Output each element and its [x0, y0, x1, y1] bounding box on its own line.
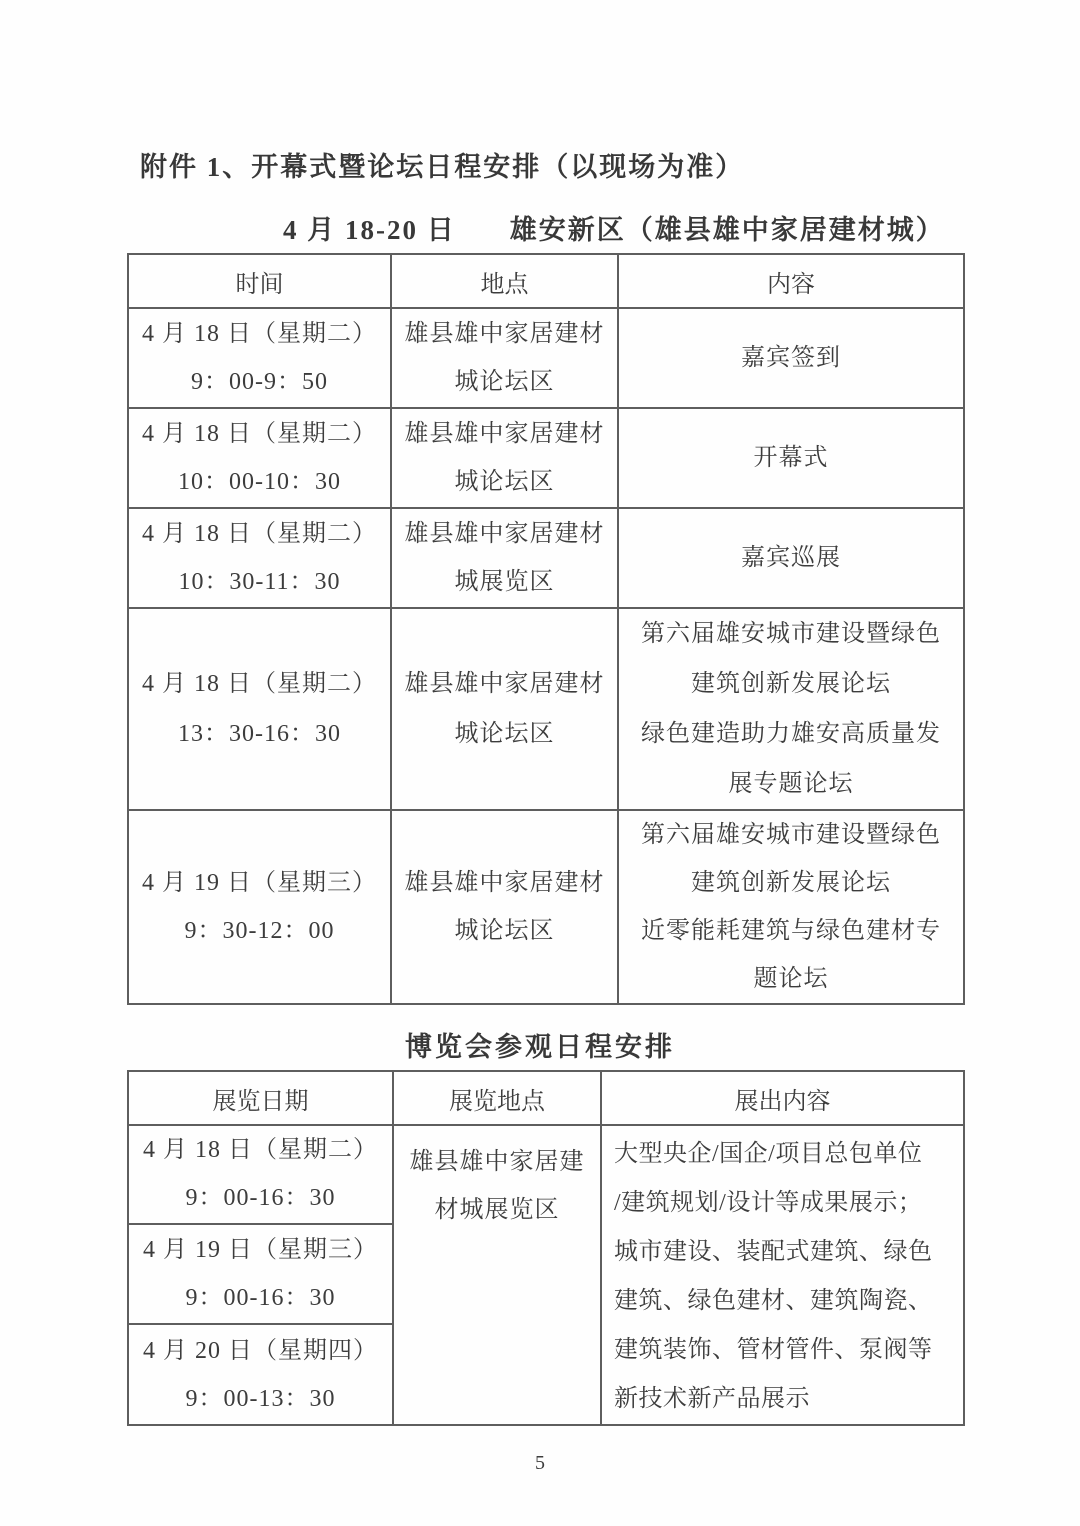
place-cell [391, 508, 618, 608]
expo-content-line: 城市建设、装配式建筑、绿色 [614, 1239, 933, 1265]
content-line: 建筑创新发展论坛 [691, 870, 891, 896]
place-line: 城论坛区 [454, 369, 555, 395]
document-subtitle [283, 208, 1080, 247]
expo-date-cell [128, 1125, 393, 1224]
expo-date-line: 4 月 18 日（星期二） [143, 1137, 378, 1164]
expo-hours-line: 9：00-16：30 [185, 1185, 336, 1212]
time-hours-line: 10：30-11：30 [178, 569, 341, 595]
time-cell [128, 608, 391, 810]
place-line: 雄县雄中家居建材 [404, 321, 605, 347]
expo-schedule-table [127, 1070, 965, 1426]
header-cell-content: 内容 [618, 254, 964, 308]
time-hours-line: 10：00-10：30 [178, 469, 341, 495]
header-cell-time: 时间 [128, 254, 391, 308]
content-cell [618, 608, 964, 810]
expo-date-cell [128, 1224, 393, 1325]
document-title: 附件 1、开幕式暨论坛日程安排（以现场为准） [140, 152, 745, 182]
expo-content-line: 建筑装饰、管材管件、泵阀等 [614, 1337, 933, 1363]
forum-table-row [128, 608, 964, 810]
expo-date-line: 4 月 20 日（星期四） [143, 1337, 378, 1364]
place-line: 城论坛区 [454, 469, 555, 495]
place-line: 雄县雄中家居建材 [404, 421, 605, 447]
time-hours-line: 9：30-12：00 [184, 918, 335, 944]
content-line: 第六届雄安城市建设暨绿色 [641, 822, 941, 848]
time-cell [128, 810, 391, 1004]
forum-table-header-row [128, 254, 964, 308]
expo-place-line: 材城展览区 [434, 1197, 560, 1223]
time-date-line: 4 月 18 日（星期二） [142, 671, 377, 697]
expo-table-header-row [128, 1071, 964, 1125]
content-line: 建筑创新发展论坛 [691, 671, 891, 697]
content-line: 嘉宾巡展 [741, 545, 841, 571]
expo-place-line: 雄县雄中家居建 [409, 1149, 585, 1175]
place-line: 城论坛区 [454, 918, 555, 944]
content-line: 近零能耗建筑与绿色建材专 [641, 918, 941, 944]
header-cell-expo-place: 展览地点 [393, 1071, 601, 1125]
forum-table-row [128, 408, 964, 508]
expo-content-line: 建筑、绿色建材、建筑陶瓷、 [614, 1288, 933, 1314]
expo-hours-line: 9：00-16：30 [185, 1284, 336, 1311]
place-line: 城展览区 [454, 569, 555, 595]
page-number: 5 [535, 1452, 545, 1474]
content-line: 第六届雄安城市建设暨绿色 [641, 621, 941, 647]
time-date-line: 4 月 19 日（星期三） [142, 870, 377, 896]
place-line: 雄县雄中家居建材 [404, 870, 605, 896]
place-cell [391, 608, 618, 810]
place-line: 雄县雄中家居建材 [404, 521, 605, 547]
header-cell-expo-content: 展出内容 [601, 1071, 964, 1125]
expo-content-line: /建筑规划/设计等成果展示； [614, 1190, 923, 1216]
content-line: 题论坛 [753, 966, 829, 992]
time-hours-line: 13：30-16：30 [178, 721, 341, 747]
content-line: 开幕式 [753, 445, 829, 471]
place-line: 雄县雄中家居建材 [404, 671, 605, 697]
place-cell [391, 408, 618, 508]
expo-table-row [128, 1125, 964, 1224]
header-cell-place: 地点 [391, 254, 618, 308]
forum-schedule-table [127, 253, 965, 1005]
time-cell [128, 508, 391, 608]
content-line: 嘉宾签到 [741, 345, 841, 371]
expo-place-cell [393, 1125, 601, 1425]
expo-content-line: 新技术新产品展示 [614, 1386, 810, 1412]
place-cell [391, 308, 618, 408]
forum-table-row [128, 508, 964, 608]
forum-table-row [128, 810, 964, 1004]
forum-table-row [128, 308, 964, 408]
place-cell [391, 810, 618, 1004]
expo-hours-line: 9：00-13：30 [185, 1385, 336, 1412]
time-cell [128, 408, 391, 508]
expo-content-line: 大型央企/国企/项目总包单位 [614, 1141, 923, 1167]
expo-date-cell [128, 1324, 393, 1425]
expo-content-cell [601, 1125, 964, 1425]
expo-date-line: 4 月 19 日（星期三） [143, 1236, 378, 1263]
content-cell [618, 810, 964, 1004]
expo-section-title: 博览会参观日程安排 [405, 1032, 675, 1062]
content-cell [618, 308, 964, 408]
subtitle-date-range: 4 月 18-20 日 [283, 215, 456, 245]
time-date-line: 4 月 18 日（星期二） [142, 321, 377, 347]
header-cell-expo-date: 展览日期 [128, 1071, 393, 1125]
content-line: 展专题论坛 [728, 771, 854, 797]
place-line: 城论坛区 [454, 721, 555, 747]
time-cell [128, 308, 391, 408]
time-hours-line: 9：00-9：50 [191, 369, 328, 395]
content-cell [618, 508, 964, 608]
time-date-line: 4 月 18 日（星期二） [142, 521, 377, 547]
subtitle-venue: 雄安新区（雄县雄中家居建材城） [509, 215, 945, 245]
time-date-line: 4 月 18 日（星期二） [142, 421, 377, 447]
content-line: 绿色建造助力雄安高质量发 [641, 721, 941, 747]
content-cell [618, 408, 964, 508]
